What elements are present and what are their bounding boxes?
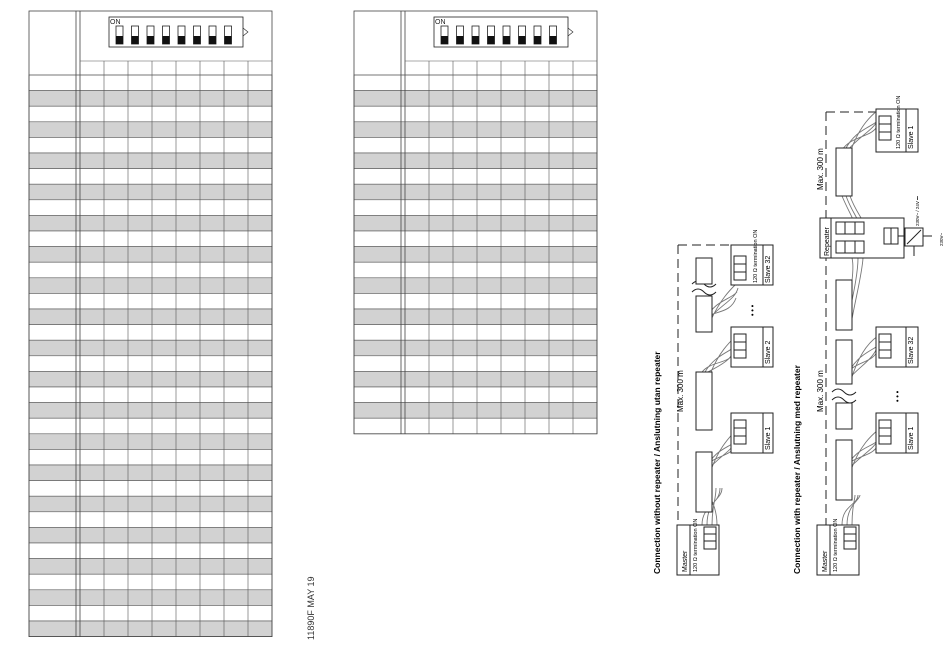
repeater-box xyxy=(820,218,904,258)
table-row xyxy=(29,559,272,575)
document-code: 11890F MAY 19 xyxy=(306,576,316,640)
cable-break-icon xyxy=(832,389,856,403)
table-row xyxy=(29,122,272,138)
table-row xyxy=(29,481,272,497)
table-row xyxy=(29,465,272,481)
table-row xyxy=(29,574,272,590)
slave-box xyxy=(731,327,773,367)
table-row xyxy=(29,91,272,107)
table-row xyxy=(354,106,597,122)
cable-segment xyxy=(836,280,852,330)
max-length-lower-label: Max. 300 m xyxy=(816,370,825,412)
master-termination: 120 Ω termination ON xyxy=(833,518,839,572)
max-length-upper-label: Max. 300 m xyxy=(816,148,825,190)
table-row xyxy=(354,75,597,91)
table-row xyxy=(29,356,272,372)
slave-label: Slave 32 xyxy=(765,255,772,283)
slave-label: Slave 2 xyxy=(765,340,772,364)
master-label: Master xyxy=(682,550,689,572)
table-row xyxy=(29,169,272,185)
table-row xyxy=(29,262,272,278)
table-row xyxy=(354,122,597,138)
table-row xyxy=(354,184,597,200)
dip-address-table xyxy=(29,11,272,637)
table-row xyxy=(354,262,597,278)
dip-address-table xyxy=(354,11,597,434)
table-row xyxy=(354,340,597,356)
table-row xyxy=(29,449,272,465)
table-row xyxy=(29,231,272,247)
table-row xyxy=(29,371,272,387)
cable-segment xyxy=(696,372,712,430)
diagram-with-title: Connection with repeater / Anslutning med repeater xyxy=(792,365,802,574)
dip-on-label: ON xyxy=(110,19,121,26)
master-box xyxy=(817,519,859,575)
cable-segment xyxy=(836,340,852,384)
table-row xyxy=(29,496,272,512)
slave-label: Slave 1 xyxy=(765,426,772,450)
table-row xyxy=(354,418,597,434)
table-row xyxy=(29,543,272,559)
table-row xyxy=(354,215,597,231)
table-row xyxy=(29,605,272,621)
table-row xyxy=(354,231,597,247)
cable-segment xyxy=(696,258,712,284)
cable-segment xyxy=(836,403,852,429)
repeater-label: Repeater xyxy=(824,227,831,256)
ellipsis: • • • xyxy=(750,304,757,316)
power-ac-label: 230V~ xyxy=(939,232,944,246)
table-row xyxy=(29,325,272,341)
table-row xyxy=(354,325,597,341)
table-row xyxy=(354,293,597,309)
cable-segment xyxy=(696,296,712,332)
table-row xyxy=(29,137,272,153)
table-row xyxy=(29,278,272,294)
power-dc-label: 230V~ / 24V ⎓ xyxy=(915,196,920,226)
table-row xyxy=(29,200,272,216)
table-row xyxy=(29,247,272,263)
master-termination: 120 Ω termination ON xyxy=(693,518,699,572)
ellipsis: • • • xyxy=(895,390,902,402)
slave-label: Slave 1 xyxy=(908,125,915,149)
table-row xyxy=(29,293,272,309)
dip-switch-icon xyxy=(434,17,573,47)
table-row xyxy=(29,153,272,169)
table-row xyxy=(354,247,597,263)
dip-switch-icon xyxy=(109,17,248,47)
diagram-with-repeater xyxy=(792,96,944,575)
table-row xyxy=(29,184,272,200)
table-row xyxy=(29,340,272,356)
table-row xyxy=(354,200,597,216)
table-row xyxy=(29,590,272,606)
cable-segment xyxy=(696,452,712,512)
slave-termination: 120 Ω termination ON xyxy=(753,229,759,283)
table-row xyxy=(354,403,597,419)
table-row xyxy=(354,137,597,153)
table-row xyxy=(354,356,597,372)
diagram-without-title: Connection without repeater / Anslutning utan repeater xyxy=(652,351,662,574)
table-row xyxy=(354,309,597,325)
table-row xyxy=(29,106,272,122)
table-row xyxy=(29,403,272,419)
master-box xyxy=(677,519,719,575)
table-row xyxy=(354,278,597,294)
slave-box xyxy=(731,230,773,285)
slave-label: Slave 1 xyxy=(908,426,915,450)
dip-address-tables xyxy=(29,11,597,637)
slave-box xyxy=(876,327,918,367)
table-row xyxy=(29,387,272,403)
table-row xyxy=(354,91,597,107)
table-row xyxy=(354,371,597,387)
diagram-without-repeater xyxy=(652,230,773,575)
max-length-label: Max. 300 m xyxy=(676,370,685,412)
table-row xyxy=(29,309,272,325)
cable-segment xyxy=(836,440,852,500)
table-row xyxy=(354,153,597,169)
dip-on-label: ON xyxy=(435,19,446,26)
table-row xyxy=(29,215,272,231)
power-supply xyxy=(898,196,944,256)
table-row xyxy=(354,387,597,403)
master-label: Master xyxy=(822,550,829,572)
slave-box xyxy=(731,413,773,453)
table-row xyxy=(29,434,272,450)
table-row xyxy=(354,169,597,185)
slave-termination: 120 Ω termination ON xyxy=(896,95,902,149)
slave-box xyxy=(876,96,918,152)
slave-label: Slave 32 xyxy=(908,336,915,364)
table-row xyxy=(29,512,272,528)
slave-box xyxy=(876,413,918,453)
table-row xyxy=(29,418,272,434)
table-row xyxy=(29,527,272,543)
table-row xyxy=(29,75,272,91)
table-row xyxy=(29,621,272,637)
cable-segment xyxy=(836,148,852,196)
